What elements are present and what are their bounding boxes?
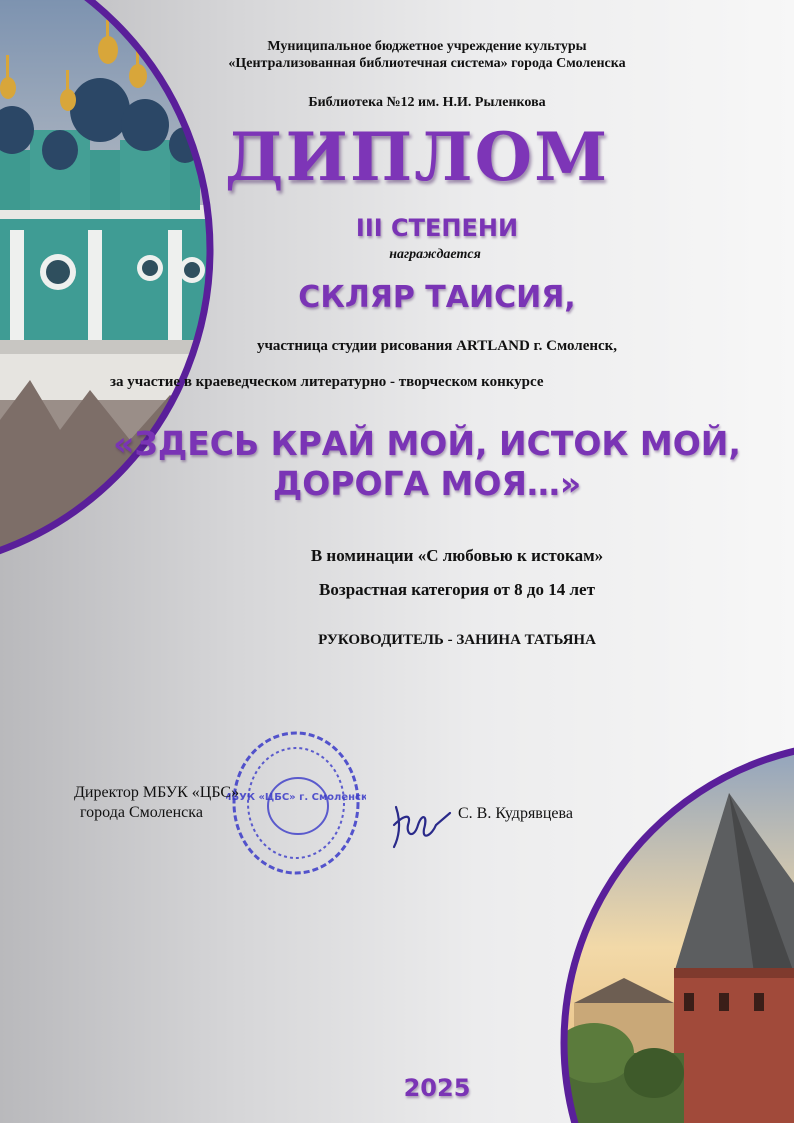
stamp-text: МБУК «ЦБС» г. Смоленска xyxy=(226,792,366,803)
recipient-name: СКЛЯР ТАИСИЯ, xyxy=(298,280,576,315)
institution-header xyxy=(60,38,794,72)
participation-text: за участие в краеведческом литературно - творческом конкурсе xyxy=(110,374,544,390)
signer-name: С. В. Кудрявцева xyxy=(458,805,573,822)
contest-title-line-2: ДОРОГА МОЯ…» xyxy=(272,464,582,503)
director-title xyxy=(74,783,239,823)
contest-title xyxy=(30,424,794,504)
institution-line-2: «Централизованная библиотечная система» города Смоленска xyxy=(228,56,626,71)
official-stamp xyxy=(226,728,366,878)
year: 2025 xyxy=(403,1074,471,1102)
signature xyxy=(388,795,454,851)
director-line-2: города Смоленска xyxy=(80,804,203,821)
awarded-label: награждается xyxy=(389,247,481,262)
institution-line-1: Муниципальное бюджетное учреждение культуры xyxy=(267,39,587,54)
diploma-title: ДИПЛОМ xyxy=(224,118,610,196)
library-name: Библиотека №12 им. Н.И. Рыленкова xyxy=(308,95,546,110)
degree-label: III СТЕПЕНИ xyxy=(355,214,519,242)
tower-photo xyxy=(554,733,794,1123)
age-category: Возрастная категория от 8 до 14 лет xyxy=(319,580,595,599)
contest-title-line-1: «ЗДЕСЬ КРАЙ МОЙ, ИСТОК МОЙ, xyxy=(113,424,741,463)
nomination: В номинации «С любовью к истокам» xyxy=(310,546,604,565)
leader: РУКОВОДИТЕЛЬ - ЗАНИНА ТАТЬЯНА xyxy=(318,632,596,648)
director-line-1: Директор МБУК «ЦБС» xyxy=(74,784,240,801)
participant-description: участница студии рисования ARTLAND г. Смоленск, xyxy=(256,338,618,354)
